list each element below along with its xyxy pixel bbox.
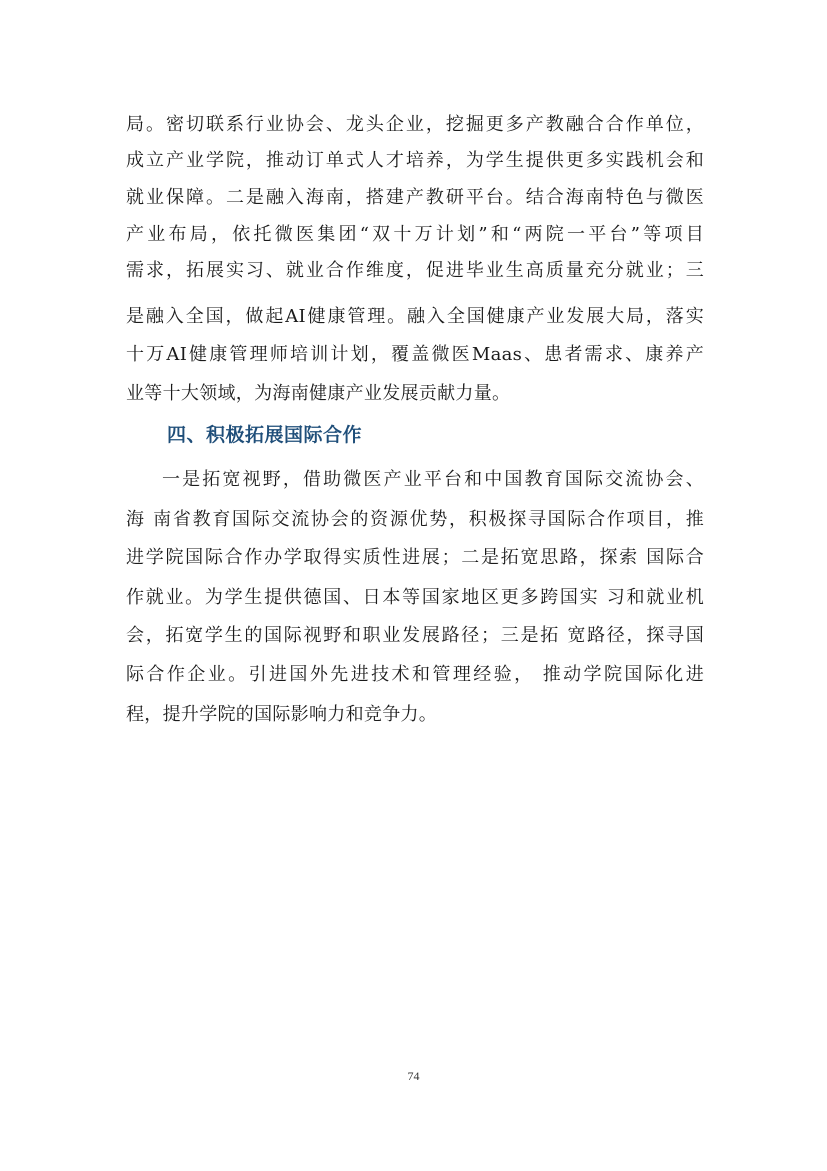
paragraph-line: 需求，拓展实习、就业合作维度，促进毕业生高质量充分就业；三 bbox=[126, 260, 704, 281]
paragraph-line: 程，提升学院的国际影响力和竞争力。 bbox=[126, 704, 438, 725]
paragraph-line: 业等十大领域，为海南健康产业发展贡献力量。 bbox=[126, 383, 511, 404]
paragraph-line: 成立产业学院，推动订单式人才培养，为学生提供更多实践机会和 bbox=[126, 150, 704, 171]
paragraph-line: 作就业。为学生提供德国、日本等国家地区更多跨国实 习和就业机 bbox=[126, 587, 704, 608]
paragraph-line: 进学院国际合作办学取得实质性进展；二是拓宽思路，探索 国际合 bbox=[126, 547, 704, 568]
paragraph-line: 一是拓宽视野，借助微医产业平台和中国教育国际交流协会、 bbox=[162, 469, 704, 490]
paragraph-line: 产业布局，依托微医集团“双十万计划”和“两院一平台”等项目 bbox=[126, 224, 704, 245]
paragraph-line: 就业保障。二是融入海南，搭建产教研平台。结合海南特色与微医 bbox=[126, 187, 704, 208]
paragraph-line: 际合作企业。引进国外先进技术和管理经验， 推动学院国际化进 bbox=[126, 664, 704, 685]
paragraph-line: 局。密切联系行业协会、龙头企业，挖掘更多产教融合合作单位， bbox=[126, 114, 704, 135]
page-number: 74 bbox=[407, 1069, 420, 1083]
paragraph-line: 海 南省教育国际交流协会的资源优势，积极探寻国际合作项目，推 bbox=[126, 509, 704, 530]
section-heading: 四、积极拓展国际合作 bbox=[167, 424, 363, 446]
paragraph-line: 会，拓宽学生的国际视野和职业发展路径；三是拓 宽路径，探寻国 bbox=[126, 625, 704, 646]
paragraph-line: 十万AI健康管理师培训计划，覆盖微医Maas、患者需求、康养产 bbox=[126, 344, 704, 365]
paragraph-line: 是融入全国，做起AI健康管理。融入全国健康产业发展大局，落实 bbox=[126, 306, 704, 327]
